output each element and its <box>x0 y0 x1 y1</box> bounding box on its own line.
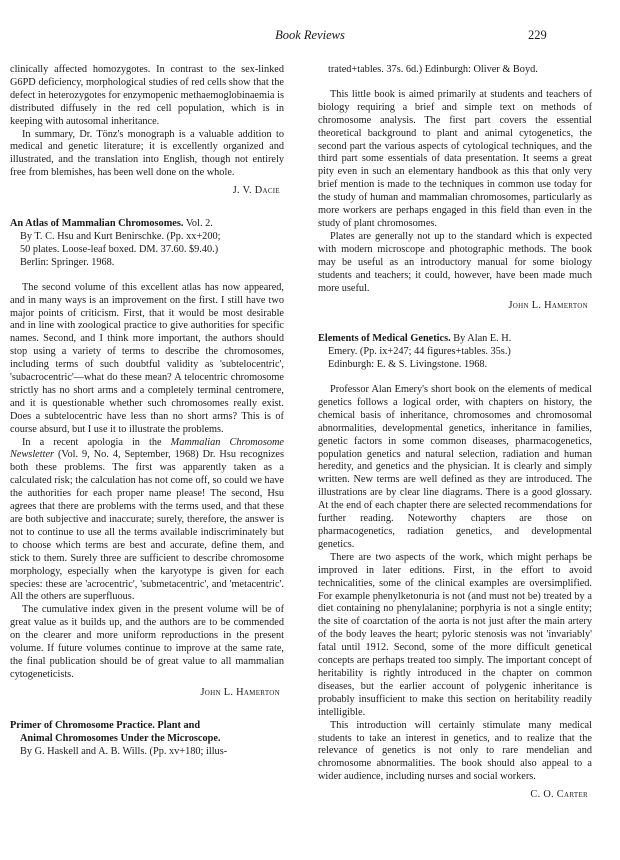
book-publisher: Berlin: Springer. 1968. <box>20 256 115 268</box>
book-authors: By G. Haskell and A. B. Wills. (Pp. xv+180; illus- <box>20 745 228 757</box>
body-paragraph: There are two aspects of the work, which might perhaps be improved in later editions. First, in the effort to avoid technicalities, some of the clinical examples are oversimplified. For example phenylketonuria is not (and must not be) treated by a diet containing no phenylalanine; porphyria is not a single entity; the site of coarctation of the aorta is not just after the main artery of the body leaves the heart; pyloric stenosis was not 'invariably' fatal until 1912. Second, some of the more difficult genetical concepts are perhaps treated too simply. The important concept of heritability is rightly introduced in the chapter on common diseases, but the earlier account of polygenic inheritance is probably insufficient to make this section on heritability readily intelligible. <box>318 551 592 718</box>
book-author: By Alan E. H. <box>450 333 512 345</box>
reviewer-signature: C. O. Carter <box>530 789 588 801</box>
body-paragraph: The cumulative index given in the present volume will be of great value as it builds up, and the authors are to be commended on the clearer and more uniform reproductions in the present volume. If future volumes continue to improve at the same rate, the final publication should be of great value to all mammalian cytogeneticists. <box>10 604 284 680</box>
reviewer-signature: John L. Hamerton <box>200 686 280 698</box>
body-paragraph: This little book is aimed primarily at students and teachers of biology requiring a brief and simple text on methods of chromosome analysis. The first part covers the essential theoretical background to plant and animal cytogenetics, the second part the various aspects of cytological techniques, and the third part some essentials of data presentation. It seems a great pity even in such an elementary handbook as this that only very brief mention is made to the techniques in common use today for the study of human and mammalian chromosomes, particularly as more workers are perhaps engaged in this field than even in the study of plant chromosomes. <box>318 88 592 229</box>
text-run: (Vol. 9, No. 4, September, 1968) Dr. Hsu recognizes both these problems. The first was apparently taken as a calculated risk; the calculation has not come off, so could we have the authorities for each proper name please! The second, Hsu agrees that there are problems with the terms used, and that these are both subjective and inaccurate; surely, therefore, the answer is not to continue to use all the terms available indiscriminately but to choose which terms are best and accurate, define them, and stick to them. Surely three are sufficient to describe chromosome morphology, especially when the karyotype is given for each species: these are 'acrocentric', 'submetacentric', and 'metacentric'. All the others are superfluous. <box>10 449 284 603</box>
body-paragraph: Professor Alan Emery's short book on the elements of medical genetics follows a logical order, with chapters on history, the chemical basis of inheritance, chromosomes and chromosomal abnormalities, developmental genetics, inheritance in families, genetic factors in some common diseases, pharmacogenetics, population genetics and natural selection, radiation and human heredity, and genetics and the physician. It is clearly and simply written. New terms are well defined as they are introduced. The illustrations are by clear line diagrams. There is a good glossary. At the end of each chapter there are selected recommendations for further reading. Noteworthy chapters are those on pharmacogenetics, radiation genetics, and developmental genetics. <box>318 384 592 550</box>
reviewer-signature: John L. Hamerton <box>508 300 588 312</box>
book-details: 50 plates. Loose-leaf boxed. DM. 37.60. $9.40.) <box>20 243 219 255</box>
book-publisher: Edinburgh: E. & S. Livingstone. 1968. <box>328 359 488 371</box>
body-paragraph: In summary, Dr. Tönz's monograph is a valuable addition to medical and genetic literature; it is excellently organized and illustrated, and the translation into English, though not entirely free from blemishes, has been well done on the whole. <box>10 128 284 179</box>
book-authors: By T. C. Hsu and Kurt Benirschke. (Pp. xx+200; <box>20 230 221 242</box>
book-title: Primer of Chromosome Practice. Plant and <box>10 719 201 731</box>
body-paragraph: Plates are generally not up to the standard which is expected with modern microscope and photographic methods. The book may be useful as an introductory manual for some biology students and teachers; it could, however, have been made much more useful. <box>318 230 592 294</box>
review-heading-elements <box>318 333 592 372</box>
right-column <box>318 64 592 802</box>
journal-title: Mammalian Chromosome Newsletter <box>10 436 284 461</box>
book-title: Elements of Medical Genetics. <box>318 333 451 345</box>
body-paragraph <box>10 437 284 605</box>
text-run: In a recent apologia in the <box>22 436 171 448</box>
left-column <box>10 64 284 758</box>
body-paragraph: This introduction will certainly stimulate many medical students to take an interest in genetics, and to realize that the relevance of genetics is not only to rare mendelian and chromosome abnormalities. The book should also appeal to a wider audience, including nurses and social workers. <box>318 719 592 783</box>
body-paragraph: The second volume of this excellent atlas has now appeared, and in many ways is an improvement on the first. I still have two major points of criticism. First, that it would be most desirable and in line with zoological practice to give authorities for specific names. Second, and I think more important, the authors should stop using a variety of terms to describe the chromosomes, including terms of such doubtful validity as 'subtelocentric', 'subacrocentric'—what do these mean? A telocentric chromosome strictly has no short arms and a completely terminal centromere, and it is questionable whether such chromosomes really exist. Does a subtelocentric have less than no short arms? This is of course absurd, but I use it to illustrate the problems. <box>10 281 284 435</box>
book-subtitle: Animal Chromosomes Under the Microscope. <box>20 732 221 744</box>
body-paragraph: clinically affected homozygotes. In contrast to the sex-linked G6PD deficiency, morphological studies of red cells show that the defect in heterozygotes for enzymopenic methaemoglobinaemia is distributed diffusely in the red cell population, which is in keeping with autosomal inheritance. <box>10 64 284 127</box>
review-heading-atlas <box>10 218 284 270</box>
reviewer-signature: J. V. Dacie <box>232 185 280 197</box>
book-details: trated+tables. 37s. 6d.) Edinburgh: Oliver & Boyd. <box>328 64 538 75</box>
page-number: 229 <box>528 28 547 42</box>
book-volume: Vol. 2. <box>183 218 213 230</box>
book-details: Emery. (Pp. ix+247; 44 figures+tables. 35s.) <box>328 346 511 358</box>
review-heading-primer <box>10 720 284 759</box>
running-header: Book Reviews <box>275 28 345 42</box>
book-title: An Atlas of Mammalian Chromosomes. <box>10 218 184 230</box>
